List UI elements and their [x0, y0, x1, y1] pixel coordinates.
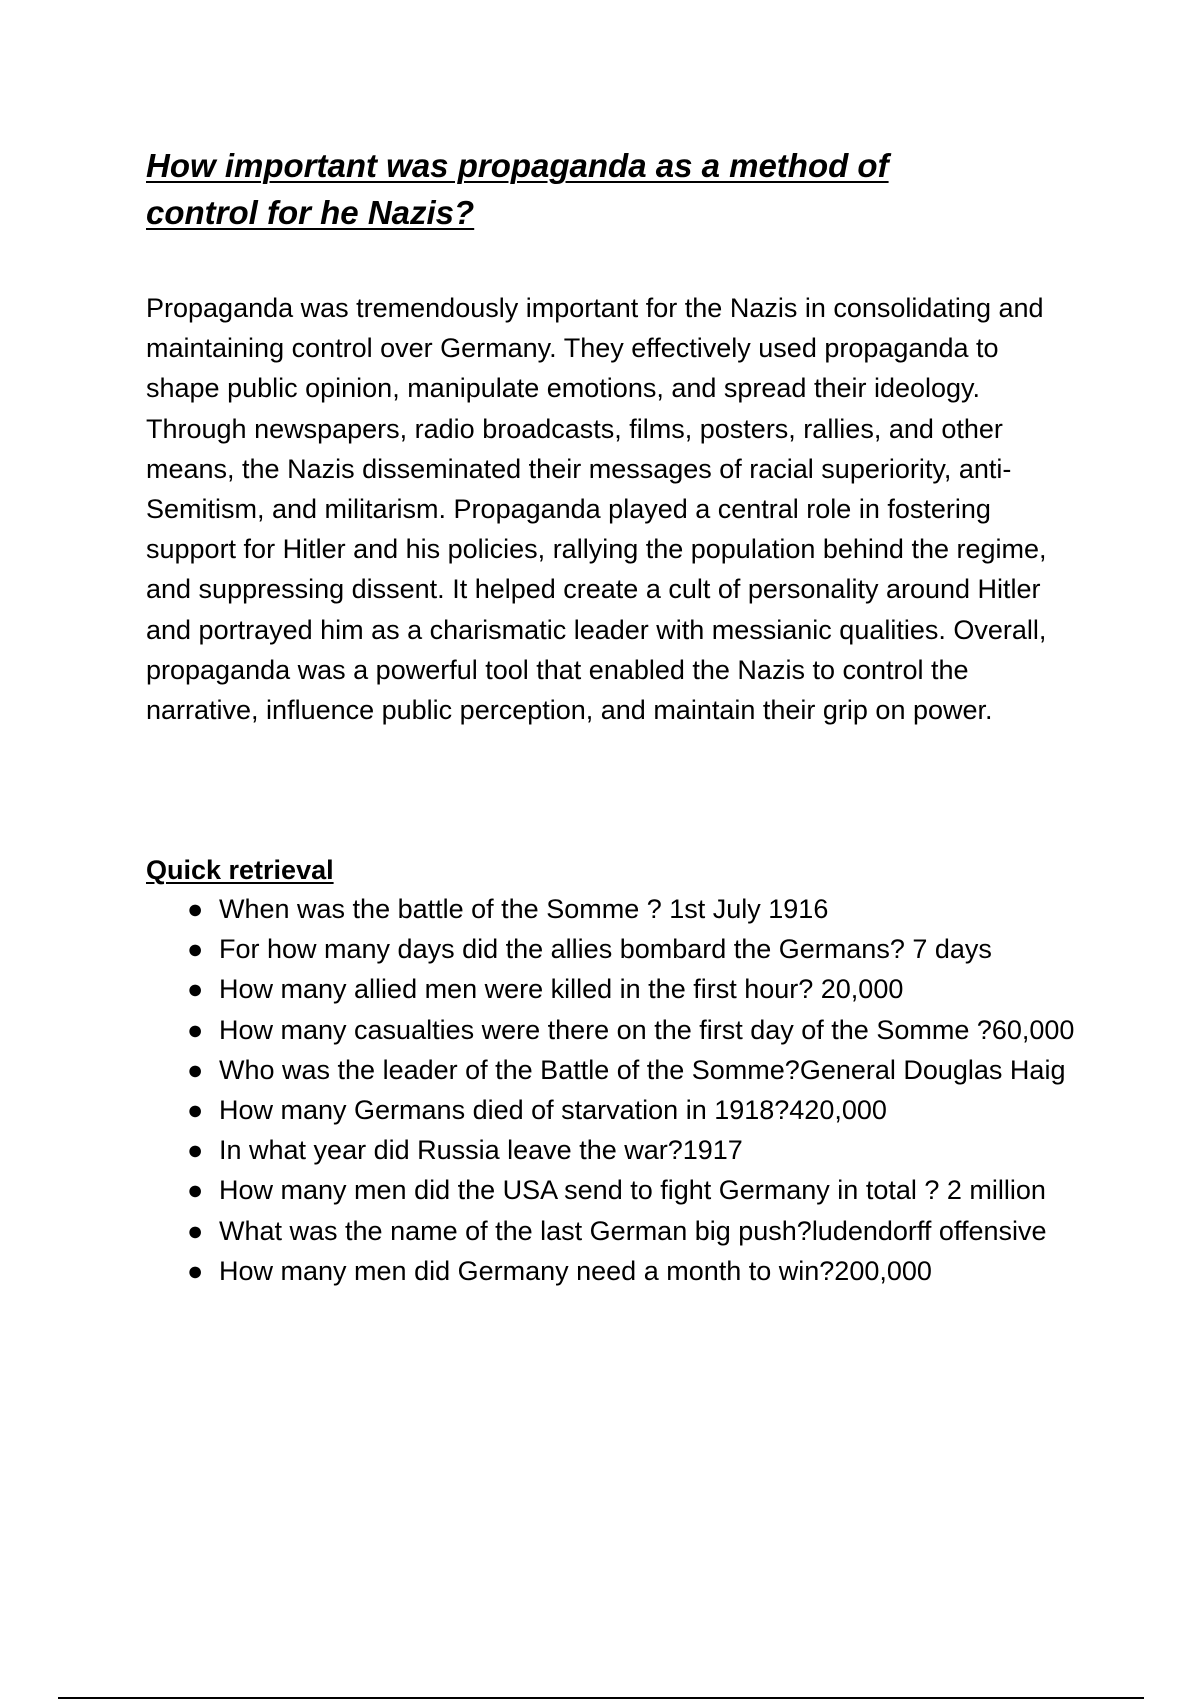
list-item [146, 969, 1086, 1009]
list-item-text: What was the name of the last German big push?ludendorff offensive [219, 1215, 1047, 1246]
list-item [146, 1090, 1086, 1130]
list-item [146, 929, 1086, 969]
document-title-line-1: How important was propaganda as a method of [146, 147, 889, 184]
list-item-text: When was the battle of the Somme ? 1st July 1916 [219, 894, 829, 924]
bullet-icon: ● [187, 894, 204, 924]
list-item-text: How many men did Germany need a month to win?200,000 [219, 1255, 932, 1286]
document-title [146, 142, 1046, 236]
page-bottom-rule [58, 1697, 1144, 1699]
bullet-icon: ● [187, 1095, 204, 1126]
list-item [146, 1170, 1086, 1210]
bullet-icon: ● [187, 1054, 204, 1085]
list-item-text: How many men did the USA send to fight Germany in total ? 2 million [219, 1175, 1046, 1206]
quick-retrieval-list [146, 889, 1086, 1291]
list-item-text: For how many days did the allies bombard the Germans? 7 days [219, 934, 992, 965]
list-item [146, 1050, 1086, 1090]
list-item-text: How many allied men were killed in the first hour? 20,000 [219, 974, 904, 1005]
list-item [146, 1211, 1086, 1251]
quick-retrieval-heading: Quick retrieval [146, 855, 334, 885]
list-item-text: How many Germans died of starvation in 1918?420,000 [219, 1095, 887, 1126]
document-title-line-2: control for he Nazis? [146, 194, 475, 231]
bullet-icon: ● [187, 1215, 204, 1246]
bullet-icon: ● [187, 1135, 204, 1166]
bullet-icon: ● [187, 934, 204, 965]
bullet-icon: ● [187, 1175, 204, 1206]
essay-paragraph: Propaganda was tremendously important for the Nazis in consolidating and maintaining control over Germany. They effectively used propaganda to shape public opinion, manipulate emotions, and spread their ideology. Through newspapers, radio broadcasts, films, posters, rallies, and other means, the Nazis disseminated their messages of racial superiority, anti-Semitism, and militarism. Propaganda played a central role in fostering support for Hitler and his policies, rallying the population behind the regime, and suppressing dissent. It helped create a cult of personality around Hitler and portrayed him as a charismatic leader with messianic qualities. Overall, propaganda was a powerful tool that enabled the Nazis to control the narrative, influence public perception, and maintain their grip on power. [146, 293, 1047, 726]
list-item [146, 1010, 1086, 1050]
bullet-icon: ● [187, 1014, 204, 1045]
list-item [146, 889, 1086, 929]
list-item-text: In what year did Russia leave the war?1917 [219, 1135, 743, 1166]
list-item [146, 1130, 1086, 1170]
list-item-text: Who was the leader of the Battle of the Somme?General Douglas Haig [219, 1054, 1066, 1085]
list-item-text: How many casualties were there on the first day of the Somme ?60,000 [219, 1014, 1075, 1045]
bullet-icon: ● [187, 974, 204, 1005]
bullet-icon: ● [187, 1255, 204, 1286]
list-item [146, 1251, 1086, 1291]
